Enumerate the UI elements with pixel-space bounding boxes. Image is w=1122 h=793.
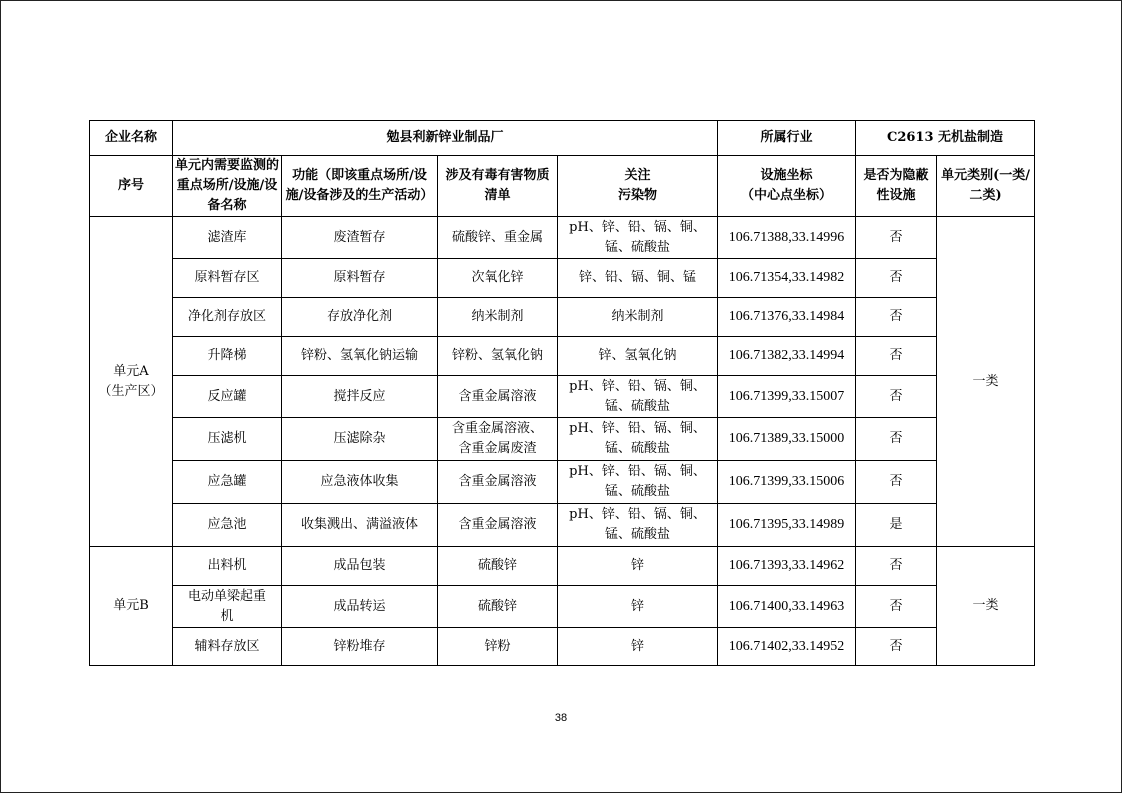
table-row xyxy=(90,217,1035,259)
toxic-cell: 硫酸锌 xyxy=(438,547,558,586)
hidden-cell: 否 xyxy=(856,217,937,259)
pollutant-cell: 锌 xyxy=(558,628,718,666)
place-cell: 压滤机 xyxy=(173,418,282,461)
function-cell: 废渣暂存 xyxy=(282,217,438,259)
pollutant-cell: pH、锌、铅、镉、铜、 锰、硫酸盐 xyxy=(558,504,718,547)
unit-a-label: 单元A （生产区） xyxy=(90,217,173,547)
hidden-cell: 否 xyxy=(856,298,937,337)
function-cell: 锌粉、氢氧化钠运输 xyxy=(282,337,438,376)
table-row xyxy=(90,461,1035,504)
pollutant-cell: pH、锌、铅、镉、铜、 锰、硫酸盐 xyxy=(558,376,718,418)
place-cell: 净化剂存放区 xyxy=(173,298,282,337)
coord-cell: 106.71376,33.14984 xyxy=(718,298,856,337)
unit-a-category: 一类 xyxy=(937,217,1035,547)
enterprise-name: 勉县利新锌业制品厂 xyxy=(173,121,718,156)
coord-cell: 106.71399,33.15006 xyxy=(718,461,856,504)
toxic-cell: 纳米制剂 xyxy=(438,298,558,337)
unit-b-label: 单元B xyxy=(90,547,173,666)
coord-cell: 106.71402,33.14952 xyxy=(718,628,856,666)
hidden-cell: 否 xyxy=(856,547,937,586)
col-place: 单元内需要监测的重点场所/设施/设备名称 xyxy=(173,156,282,217)
table-row xyxy=(90,259,1035,298)
pollutant-cell: 锌 xyxy=(558,586,718,628)
enterprise-row xyxy=(90,121,1035,156)
table-row xyxy=(90,376,1035,418)
pollutant-cell: 纳米制剂 xyxy=(558,298,718,337)
industry-value: C2613 无机盐制造 xyxy=(856,121,1035,156)
pollutant-cell: 锌 xyxy=(558,547,718,586)
hidden-cell: 否 xyxy=(856,628,937,666)
enterprise-label: 企业名称 xyxy=(90,121,173,156)
toxic-cell: 含重金属溶液 xyxy=(438,376,558,418)
function-cell: 压滤除杂 xyxy=(282,418,438,461)
place-cell: 出料机 xyxy=(173,547,282,586)
coord-cell: 106.71389,33.15000 xyxy=(718,418,856,461)
toxic-cell: 含重金属溶液、 含重金属废渣 xyxy=(438,418,558,461)
table-row xyxy=(90,337,1035,376)
hidden-cell: 否 xyxy=(856,418,937,461)
col-category: 单元类别(一类/二类) xyxy=(937,156,1035,217)
place-cell: 滤渣库 xyxy=(173,217,282,259)
col-coord: 设施坐标 （中心点坐标） xyxy=(718,156,856,217)
pollutant-cell: 锌、氢氧化钠 xyxy=(558,337,718,376)
pollutant-cell: 锌、铅、镉、铜、锰 xyxy=(558,259,718,298)
place-cell: 应急罐 xyxy=(173,461,282,504)
col-seq: 序号 xyxy=(90,156,173,217)
hidden-cell: 是 xyxy=(856,504,937,547)
table-row xyxy=(90,298,1035,337)
table-row xyxy=(90,628,1035,666)
hidden-cell: 否 xyxy=(856,337,937,376)
place-cell: 应急池 xyxy=(173,504,282,547)
industry-label: 所属行业 xyxy=(718,121,856,156)
function-cell: 搅拌反应 xyxy=(282,376,438,418)
coord-cell: 106.71399,33.15007 xyxy=(718,376,856,418)
col-pollutant: 关注 污染物 xyxy=(558,156,718,217)
toxic-cell: 锌粉 xyxy=(438,628,558,666)
col-function: 功能（即该重点场所/设施/设备涉及的生产活动） xyxy=(282,156,438,217)
place-cell: 辅料存放区 xyxy=(173,628,282,666)
coord-cell: 106.71393,33.14962 xyxy=(718,547,856,586)
table-row xyxy=(90,547,1035,586)
table-row xyxy=(90,418,1035,461)
table-row xyxy=(90,586,1035,628)
toxic-cell: 硫酸锌 xyxy=(438,586,558,628)
pollutant-cell: pH、锌、铅、镉、铜、 锰、硫酸盐 xyxy=(558,217,718,259)
hidden-cell: 否 xyxy=(856,259,937,298)
table-row xyxy=(90,504,1035,547)
function-cell: 成品包装 xyxy=(282,547,438,586)
toxic-cell: 锌粉、氢氧化钠 xyxy=(438,337,558,376)
place-cell: 升降梯 xyxy=(173,337,282,376)
toxic-cell: 次氧化锌 xyxy=(438,259,558,298)
unit-b-category: 一类 xyxy=(937,547,1035,666)
coord-cell: 106.71388,33.14996 xyxy=(718,217,856,259)
function-cell: 收集溅出、满溢液体 xyxy=(282,504,438,547)
place-cell: 反应罐 xyxy=(173,376,282,418)
col-toxic: 涉及有毒有害物质清单 xyxy=(438,156,558,217)
monitoring-table xyxy=(89,120,1035,666)
toxic-cell: 含重金属溶液 xyxy=(438,504,558,547)
pollutant-cell: pH、锌、铅、镉、铜、 锰、硫酸盐 xyxy=(558,461,718,504)
function-cell: 锌粉堆存 xyxy=(282,628,438,666)
hidden-cell: 否 xyxy=(856,461,937,504)
coord-cell: 106.71382,33.14994 xyxy=(718,337,856,376)
place-cell: 电动单梁起重 机 xyxy=(173,586,282,628)
pollutant-cell: pH、锌、铅、镉、铜、 锰、硫酸盐 xyxy=(558,418,718,461)
function-cell: 存放净化剂 xyxy=(282,298,438,337)
place-cell: 原料暂存区 xyxy=(173,259,282,298)
column-header-row xyxy=(90,156,1035,217)
function-cell: 原料暂存 xyxy=(282,259,438,298)
page-number: 38 xyxy=(554,712,568,724)
function-cell: 成品转运 xyxy=(282,586,438,628)
toxic-cell: 硫酸锌、重金属 xyxy=(438,217,558,259)
function-cell: 应急液体收集 xyxy=(282,461,438,504)
hidden-cell: 否 xyxy=(856,586,937,628)
col-hidden: 是否为隐蔽性设施 xyxy=(856,156,937,217)
coord-cell: 106.71400,33.14963 xyxy=(718,586,856,628)
toxic-cell: 含重金属溶液 xyxy=(438,461,558,504)
coord-cell: 106.71395,33.14989 xyxy=(718,504,856,547)
hidden-cell: 否 xyxy=(856,376,937,418)
coord-cell: 106.71354,33.14982 xyxy=(718,259,856,298)
